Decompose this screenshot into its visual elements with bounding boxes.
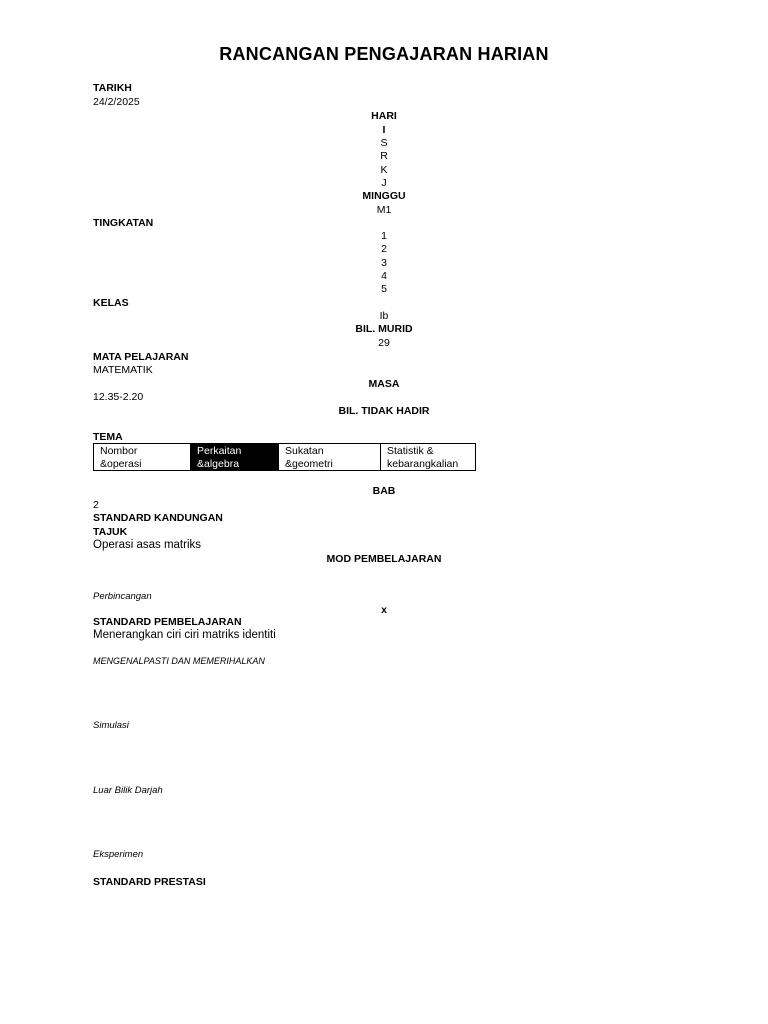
tema-option-nombor[interactable] xyxy=(94,444,191,470)
tema-option-line: Sukatan xyxy=(285,445,324,457)
tema-option-line: &geometri xyxy=(285,458,333,470)
minggu-value: M1 xyxy=(376,204,392,216)
bab-label: BAB xyxy=(372,485,396,497)
hari-option[interactable]: I xyxy=(382,124,386,136)
tema-option-line: Nombor xyxy=(100,445,138,457)
hari-option[interactable]: J xyxy=(381,177,387,189)
tema-option-line: &operasi xyxy=(100,458,142,470)
tema-option-statistik[interactable] xyxy=(381,444,475,470)
bab-value: 2 xyxy=(93,499,99,511)
tarikh-label: TARIKH xyxy=(93,82,132,94)
tema-option-line: Statistik & xyxy=(387,445,434,457)
tingkatan-option[interactable]: 1 xyxy=(381,230,387,242)
standard-pembelajaran-value: Menerangkan ciri ciri matriks identiti xyxy=(93,629,276,641)
mode-selected-mark: x xyxy=(381,604,387,616)
tingkatan-option[interactable]: 4 xyxy=(381,270,387,282)
standard-kandungan-label: STANDARD KANDUNGAN xyxy=(93,512,223,524)
bil-tidak-hadir-label: BIL. TIDAK HADIR xyxy=(338,405,430,417)
mode-perbincangan[interactable]: Perbincangan xyxy=(93,591,152,602)
hari-option[interactable]: S xyxy=(380,137,388,149)
masa-label: MASA xyxy=(368,378,400,390)
kelas-label: KELAS xyxy=(93,297,129,309)
mode-mengenalpasti[interactable]: MENGENALPASTI DAN MEMERIHALKAN xyxy=(93,656,265,666)
tema-label: TEMA xyxy=(93,431,123,443)
tema-option-sukatan[interactable] xyxy=(279,444,381,470)
tema-option-line: kebarangkalian xyxy=(387,458,459,470)
masa-value: 12.35-2.20 xyxy=(93,391,144,403)
mata-pelajaran-label: MATA PELAJARAN xyxy=(93,351,189,363)
tingkatan-option[interactable]: 3 xyxy=(381,257,387,269)
page-title: RANCANGAN PENGAJARAN HARIAN xyxy=(219,44,549,64)
minggu-label: MINGGU xyxy=(362,190,406,202)
mod-pembelajaran-label: MOD PEMBELAJARAN xyxy=(326,553,442,565)
tema-option-line: Perkaitan xyxy=(197,445,242,457)
hari-option[interactable]: K xyxy=(380,164,388,176)
bil-murid-label: BIL. MURID xyxy=(355,323,413,335)
mata-pelajaran-value: MATEMATIK xyxy=(93,364,153,376)
tajuk-label: TAJUK xyxy=(93,526,128,538)
tingkatan-label: TINGKATAN xyxy=(93,217,154,229)
hari-option[interactable]: R xyxy=(380,150,388,162)
bil-murid-value: 29 xyxy=(378,337,390,349)
tajuk-value: Operasi asas matriks xyxy=(93,539,202,551)
kelas-value: Ib xyxy=(379,310,389,322)
mode-eksperimen[interactable]: Eksperimen xyxy=(93,849,144,860)
tema-option-line: &algebra xyxy=(197,458,240,470)
tarikh-value: 24/2/2025 xyxy=(93,96,140,108)
tingkatan-option[interactable]: 2 xyxy=(381,243,387,255)
tema-table xyxy=(93,443,476,471)
tema-option-perkaitan-selected[interactable] xyxy=(191,444,279,470)
mode-simulasi[interactable]: Simulasi xyxy=(93,720,129,731)
hari-label: HARI xyxy=(371,110,397,122)
tingkatan-option[interactable]: 5 xyxy=(381,283,387,295)
standard-pembelajaran-label: STANDARD PEMBELAJARAN xyxy=(93,616,242,628)
mode-luar-bilik-darjah[interactable]: Luar Bilik Darjah xyxy=(93,785,163,796)
standard-prestasi-label: STANDARD PRESTASI xyxy=(93,876,206,888)
